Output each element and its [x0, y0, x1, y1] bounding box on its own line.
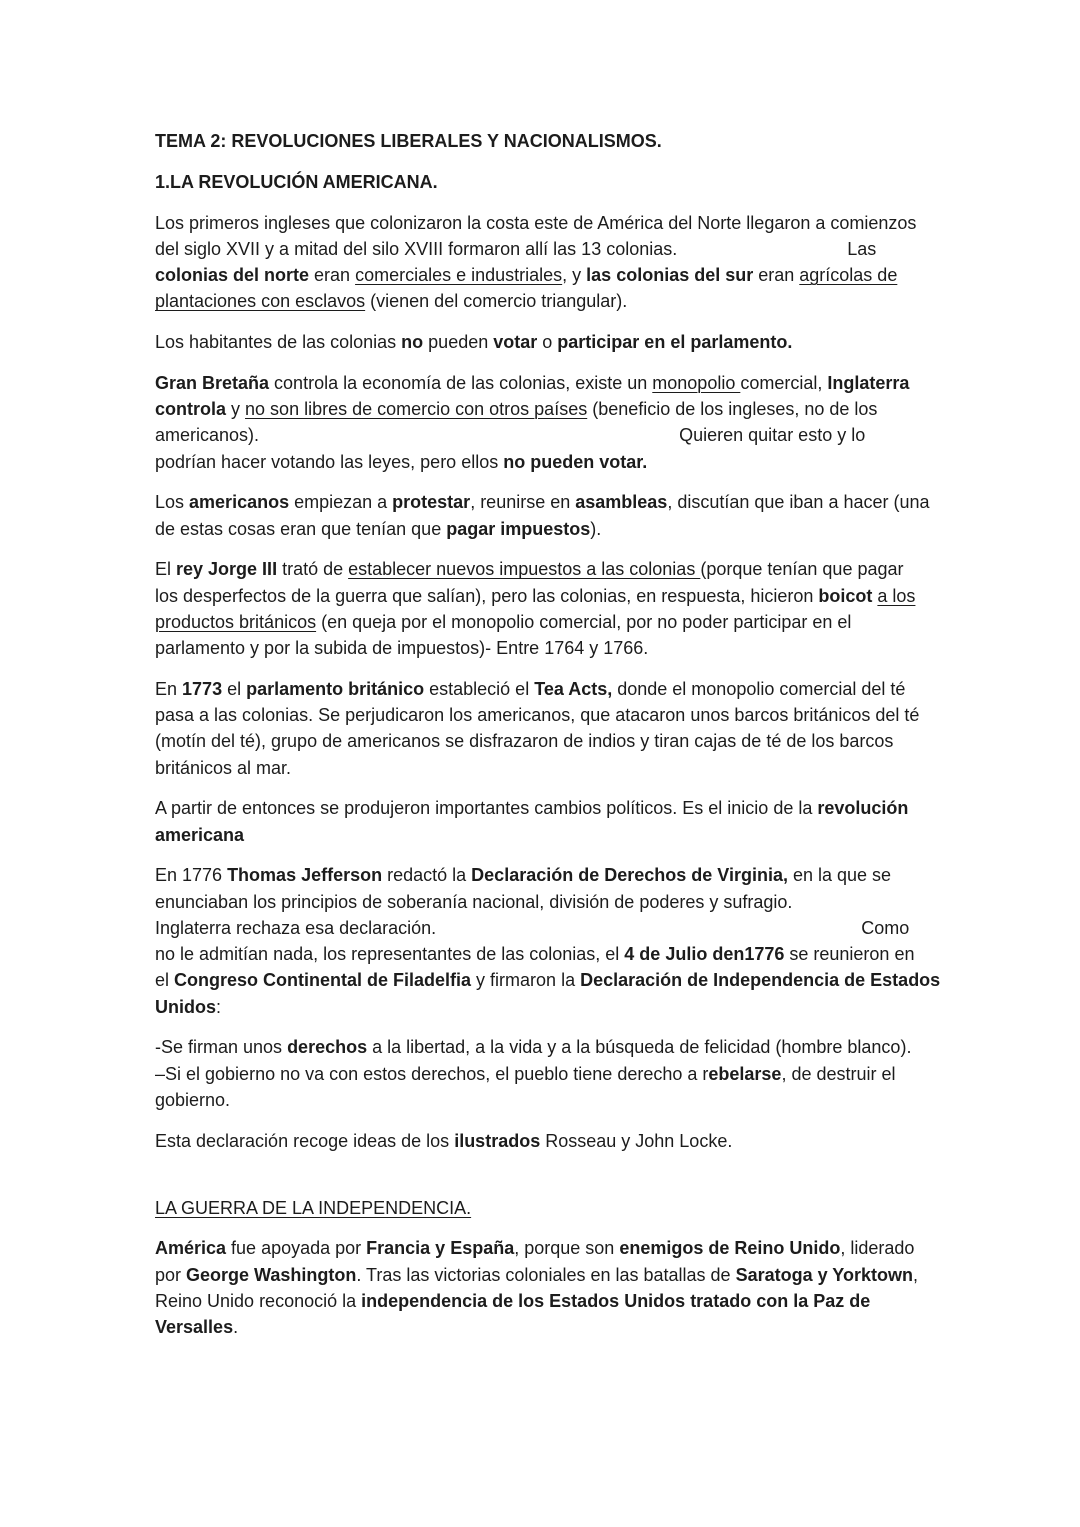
text-run: eran — [753, 265, 800, 285]
text-line — [155, 556, 1055, 582]
bold-text: independencia de los Estados Unidos tratado con la Paz de — [361, 1290, 871, 1311]
section-heading — [155, 169, 1055, 195]
text-run: (vienen del comercio triangular). — [365, 291, 628, 312]
text-line — [155, 329, 1055, 355]
bold-text: parlamento británico — [246, 678, 425, 699]
text-run: empiezan a — [289, 492, 393, 513]
bold-text: controla — [155, 399, 227, 419]
text-run: (porque tenían que pagar — [700, 559, 904, 580]
bold-text: ebelarse — [708, 1063, 782, 1084]
bold-text: americanos — [189, 492, 290, 513]
text-run: a la libertad, a la vida y a la búsqueda de felicidad (hombre blanco). — [367, 1037, 912, 1058]
text-run: en la que se — [787, 865, 892, 886]
text-run: del siglo XVII y a mitad del silo XVIII formaron allí las 13 colonias. Las — [155, 238, 877, 259]
paragraph — [155, 795, 1055, 848]
text-line — [155, 449, 1055, 475]
underlined-text: comerciales e industriales — [355, 265, 563, 285]
underlined-text: no son libres de comercio con otros países — [245, 399, 588, 419]
text-run: redactó la — [382, 865, 472, 886]
paragraph — [155, 329, 1055, 355]
text-line — [155, 1128, 1055, 1154]
text-run: –Si el gobierno no va con estos derechos, el pueblo tiene derecho a r — [155, 1063, 709, 1084]
bold-text: Tea Acts, — [534, 678, 613, 699]
text-run: El — [155, 559, 177, 580]
text-run: el — [222, 678, 247, 699]
text-run: En — [155, 678, 183, 699]
text-run: , liderado — [840, 1238, 915, 1259]
bold-text: 1.LA REVOLUCIÓN AMERICANA. — [155, 171, 438, 192]
text-run: (beneficio de los ingleses, no de los — [587, 399, 878, 419]
text-line — [155, 128, 1055, 154]
text-line — [155, 915, 1055, 941]
document-title — [155, 128, 1055, 154]
text-line — [155, 169, 1055, 195]
text-run: Reino Unido reconoció la — [155, 1290, 362, 1311]
bold-text: boicot — [818, 585, 873, 606]
text-run: enunciaban los principios de soberanía nacional, división de poderes y sufragio. — [155, 891, 793, 912]
text-run: donde el monopolio comercial del té — [612, 678, 906, 699]
text-line — [155, 994, 1055, 1020]
bold-text: Declaración de Derechos de Virginia, — [471, 865, 788, 886]
text-run: de estas cosas eran que tenían que — [155, 518, 447, 539]
bold-text: Versalles — [155, 1317, 234, 1337]
text-run: fue apoyada por — [226, 1238, 367, 1259]
text-line — [155, 1061, 1055, 1087]
text-run: trató de — [277, 559, 349, 580]
text-line — [155, 262, 1055, 288]
bold-text: participar en el parlamento. — [557, 332, 793, 352]
text-run: , de destruir el — [781, 1063, 896, 1084]
text-run: , y — [562, 265, 587, 285]
bold-text: 1773 — [182, 678, 223, 699]
text-line — [155, 288, 1055, 314]
bold-text: colonias del norte — [155, 265, 310, 285]
text-run: estableció el — [424, 678, 535, 699]
document-body — [155, 128, 1055, 1355]
text-line — [155, 889, 1055, 915]
bold-text: americana — [155, 824, 245, 845]
text-run: Esta declaración recoge ideas de los — [155, 1130, 455, 1151]
bold-text: Francia y España — [366, 1238, 515, 1259]
text-line — [155, 1288, 1055, 1314]
bold-text: Inglaterra — [827, 372, 910, 393]
text-line — [155, 1314, 1055, 1340]
bold-text: Saratoga y Yorktown — [735, 1264, 913, 1285]
text-line — [155, 1262, 1055, 1288]
text-run: Los — [155, 492, 190, 513]
bold-text: asambleas — [575, 492, 668, 513]
underlined-text: a los — [877, 585, 916, 606]
text-run: -Se firman unos — [155, 1037, 288, 1058]
bold-text: no — [401, 332, 424, 352]
bold-text: las colonias del sur — [586, 265, 754, 285]
bold-text: enemigos de Reino Unido — [619, 1238, 841, 1259]
text-run: y — [226, 399, 246, 419]
bold-text: Unidos — [155, 996, 216, 1017]
text-run: . — [233, 1317, 239, 1337]
bold-text: pagar impuestos — [446, 518, 591, 539]
text-run: Rosseau y John Locke. — [540, 1130, 733, 1151]
text-run: americanos). Quieren quitar esto y lo — [155, 425, 866, 446]
text-line — [155, 702, 1055, 728]
text-line — [155, 396, 1055, 422]
text-run: , — [912, 1264, 918, 1285]
bold-text: George Washington — [186, 1264, 357, 1285]
text-run: , discutían que iban a hacer (una — [667, 492, 930, 513]
text-run: , reunirse en — [470, 492, 576, 513]
text-line — [155, 635, 1055, 661]
underlined-text: LA GUERRA DE LA INDEPENDENCIA. — [155, 1197, 472, 1218]
text-line — [155, 210, 1055, 236]
bold-text: revolución — [817, 798, 909, 819]
paragraph — [155, 489, 1055, 542]
text-line — [155, 609, 1055, 635]
paragraph — [155, 1128, 1055, 1154]
paragraph — [155, 676, 1055, 781]
paragraph — [155, 210, 1055, 315]
subsection-heading — [155, 1195, 1055, 1221]
text-run: o — [537, 332, 558, 352]
text-run: gobierno. — [155, 1089, 231, 1110]
text-run: pasa a las colonias. Se perjudicaron los americanos, que atacaron unos barcos británicos del té — [155, 705, 920, 725]
text-line — [155, 489, 1055, 515]
bold-text: Gran Bretaña — [155, 372, 270, 393]
text-run: . Tras las victorias coloniales en las batallas de — [356, 1264, 736, 1285]
text-run: británicos al mar. — [155, 757, 292, 778]
text-run: Los primeros ingleses que colonizaron la costa este de América del Norte llegaron a comienzos — [155, 212, 917, 233]
text-line — [155, 422, 1055, 448]
text-run: parlamento y por la subida de impuestos)- Entre 1764 y 1766. — [155, 638, 649, 658]
text-line — [155, 941, 1055, 967]
text-run: comercial, — [740, 372, 828, 393]
text-run: : — [216, 996, 222, 1017]
bold-text: Declaración de Independencia de Estados — [580, 970, 941, 991]
underlined-text: agrícolas de — [799, 265, 898, 285]
bold-text: no pueden votar. — [503, 451, 648, 472]
text-run: los desperfectos de la guerra que salían), pero las colonias, en respuesta, hicieron — [155, 585, 819, 606]
text-line — [155, 967, 1055, 993]
underlined-text: plantaciones con esclavos — [155, 291, 366, 312]
text-run: se reunieron en — [784, 944, 915, 964]
underlined-text: monopolio — [652, 372, 741, 393]
text-line — [155, 822, 1055, 848]
text-line — [155, 676, 1055, 702]
bold-text: rey Jorge III — [176, 559, 278, 580]
text-line — [155, 583, 1055, 609]
text-run: no le admitían nada, los representantes de las colonias, el — [155, 944, 625, 964]
text-run: podrían hacer votando las leyes, pero ellos — [155, 451, 504, 472]
bold-text: Thomas Jefferson — [227, 865, 383, 886]
paragraph — [155, 556, 1055, 661]
text-run: el — [155, 970, 175, 991]
underlined-text: establecer nuevos impuestos a las colonias — [348, 559, 701, 580]
text-line — [155, 795, 1055, 821]
text-run: (en queja por el monopolio comercial, por no poder participar en el — [316, 611, 852, 632]
text-line — [155, 728, 1055, 754]
text-line — [155, 516, 1055, 542]
text-line — [155, 1034, 1055, 1060]
bold-text: protestar — [392, 492, 471, 513]
paragraph — [155, 1235, 1055, 1340]
paragraph — [155, 862, 1055, 1020]
text-line — [155, 755, 1055, 781]
text-run: pueden — [423, 332, 494, 352]
bold-text: Congreso Continental de Filadelfia — [174, 970, 472, 991]
text-run: Inglaterra rechaza esa declaración. Como — [155, 917, 910, 938]
text-run: y firmaron la — [471, 970, 581, 991]
text-run: ). — [590, 518, 602, 539]
text-run: , porque son — [514, 1238, 620, 1259]
underlined-text: productos británicos — [155, 611, 317, 632]
text-line — [155, 862, 1055, 888]
text-run: Los habitantes de las colonias — [155, 332, 402, 352]
bold-text: ilustrados — [454, 1130, 541, 1151]
text-line — [155, 370, 1055, 396]
bold-text: TEMA 2: REVOLUCIONES LIBERALES Y NACIONALISMOS. — [155, 131, 662, 151]
paragraph — [155, 1034, 1055, 1113]
bold-text: América — [155, 1238, 227, 1259]
paragraph — [155, 370, 1055, 475]
text-run: (motín del té), grupo de americanos se disfrazaron de indios y tiran cajas de té de los barcos — [155, 731, 894, 752]
bold-text: 4 de Julio den1776 — [624, 944, 785, 964]
text-run: eran — [309, 265, 356, 285]
text-line — [155, 1195, 1055, 1221]
text-line — [155, 1235, 1055, 1261]
text-run: controla la economía de las colonias, existe un — [269, 372, 653, 393]
bold-text: votar — [493, 332, 538, 352]
text-run: En 1776 — [155, 865, 228, 886]
bold-text: derechos — [287, 1037, 368, 1058]
text-line — [155, 1087, 1055, 1113]
text-line — [155, 236, 1055, 262]
text-run: A partir de entonces se produjeron importantes cambios políticos. Es el inicio de la — [155, 798, 818, 819]
text-run: por — [155, 1264, 187, 1285]
